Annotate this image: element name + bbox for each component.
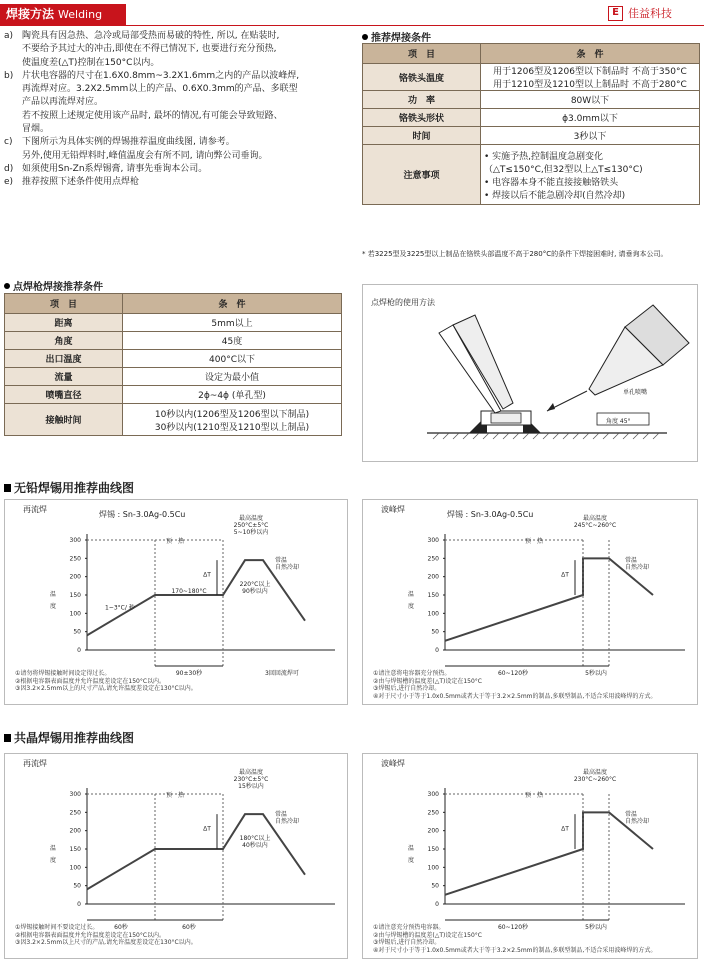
intro-key: e) — [4, 177, 14, 188]
table-value — [123, 404, 342, 436]
table-header: 项 目 — [363, 44, 481, 64]
chart-solder: 焊锡 : Sn-3.0Ag-0.5Cu — [99, 510, 186, 519]
chart-notes — [15, 924, 341, 947]
table-value — [481, 109, 700, 127]
cool-label: 常温 — [625, 811, 638, 818]
angle-label: 角度 45° — [606, 418, 631, 425]
intro-line — [4, 176, 356, 189]
pbfree-title: 无铅焊锡用推荐曲线图 — [4, 479, 134, 496]
dt-label: ΔT — [561, 571, 569, 579]
cool-label: 自然冷却 — [625, 564, 650, 571]
value-line: • 电容器本身不能直接接触铬铁头 — [484, 177, 619, 188]
time-label: 60~120秒 — [497, 670, 529, 677]
intro-line — [4, 110, 356, 123]
title-en: Welding — [58, 8, 103, 21]
y-tick-label: 0 — [77, 901, 81, 908]
intro-text: 另外,使用无铅焊料时,峰值温度会有所不同, 请向弊公司垂询。 — [22, 150, 268, 161]
above-label: 220°C以上 — [239, 580, 271, 588]
table-row — [363, 64, 700, 91]
preheat-label: 预 热 — [524, 538, 544, 545]
nozzle-label: 单孔喷嘴 — [623, 389, 648, 396]
eutectic-reflow-chart — [4, 753, 348, 959]
bullet-dot-icon — [362, 34, 368, 40]
soak-label: 170~180°C — [171, 588, 207, 596]
chart-name: 波峰焊 — [381, 759, 405, 768]
cool-label: 常温 — [275, 811, 288, 818]
intro-line — [4, 30, 356, 43]
y-tick-label: 0 — [435, 647, 439, 654]
y-tick-label: 50 — [431, 628, 439, 636]
peak-label: 最高温度 — [238, 515, 264, 522]
spot-illustration — [362, 284, 698, 462]
time-label: 5秒以内 — [585, 670, 607, 677]
pbfree-reflow-chart — [4, 499, 348, 705]
pbfree-wave-chart — [362, 499, 698, 705]
bullet-dot-icon — [4, 283, 10, 289]
intro-text: 冒烟。 — [22, 124, 50, 135]
table-value — [123, 314, 342, 332]
y-tick-label: 50 — [73, 882, 81, 890]
table-row — [363, 91, 700, 109]
table-key: 时间 — [363, 127, 481, 145]
spot-gun-drawing — [363, 285, 697, 461]
temperature-curve — [445, 558, 653, 641]
note-line: ①请勿将焊锡接触时间设定得过长。 — [15, 670, 111, 677]
header-rule — [0, 25, 704, 26]
table-key: 注意事项 — [363, 145, 481, 205]
page-header — [0, 0, 704, 30]
y-tick-label: 300 — [427, 537, 439, 544]
intro-text: 产品以再流焊对应。 — [22, 97, 104, 108]
chart-name: 再流焊 — [23, 759, 47, 768]
table-row — [363, 127, 700, 145]
y-tick-label: 150 — [427, 592, 439, 599]
eutectic-title: 共晶焊锡用推荐曲线图 — [4, 729, 134, 746]
above-label: 40秒以内 — [242, 841, 268, 849]
y-tick-label: 250 — [427, 809, 439, 817]
y-tick-label: 150 — [69, 592, 81, 599]
table-row — [5, 368, 342, 386]
table-value — [123, 350, 342, 368]
table-row — [5, 314, 342, 332]
note-line: ③焊锡后,进行自然冷却。 — [373, 685, 441, 693]
table-value — [123, 368, 342, 386]
y-tick-label: 150 — [69, 846, 81, 853]
peak-label: 230°C±5°C — [233, 776, 269, 783]
above-label: 180°C以上 — [239, 834, 271, 842]
y-tick-label: 250 — [69, 555, 81, 563]
y-tick-label: 100 — [69, 610, 81, 618]
value-line: 80W以下 — [570, 96, 610, 106]
logo-text: 佳益科技 — [628, 7, 672, 20]
value-line: • 实施予热,控制温度急剧变化 — [484, 151, 604, 162]
value-line: ϕ3.0mm以下 — [562, 114, 618, 124]
value-line: 45度 — [221, 337, 243, 347]
peak-label: 250°C±5°C — [233, 522, 269, 529]
temperature-curve — [445, 812, 653, 895]
y-tick-label: 0 — [77, 647, 81, 654]
value-line: 5mm以上 — [211, 319, 253, 329]
y-tick-label: 150 — [427, 846, 439, 853]
preheat-label: 预 热 — [165, 538, 185, 545]
value-line: （△T≤150°C,但32型以上△T≤130°C) — [484, 164, 643, 175]
chart-solder: 焊锡 : Sn-3.0Ag-0.5Cu — [447, 510, 534, 519]
intro-key: b) — [4, 70, 14, 81]
logo-mark: E — [608, 6, 623, 21]
note-line: ①请注意将电容器充分预热。 — [373, 670, 451, 677]
cycles-label: 3回回流焊可 — [265, 670, 299, 677]
note-line: ③焊锡后,进行自然冷却。 — [373, 939, 441, 947]
temperature-curve — [87, 560, 305, 635]
y-tick-label: 50 — [73, 628, 81, 636]
y-label: 度 — [407, 603, 415, 610]
recommend-note: * 若3225型及3225型以上制品在铬铁头部温度不高于280°C的条件下焊接困难时, 请垂询本公司。 — [362, 250, 668, 258]
dt-label: ΔT — [203, 825, 211, 833]
table-key: 出口温度 — [5, 350, 123, 368]
chart-notes — [373, 924, 691, 954]
value-line: 2ϕ~4ϕ (单孔型) — [198, 391, 266, 401]
chart-notes — [15, 670, 341, 693]
value-line: 用于1210型及1210型以上制品时 不高于280°C — [493, 80, 687, 90]
intro-line — [4, 43, 356, 56]
intro-key: d) — [4, 163, 14, 174]
chart-name: 再流焊 — [23, 505, 47, 514]
intro-line — [4, 163, 356, 176]
y-tick-label: 100 — [69, 864, 81, 872]
y-label: 度 — [49, 603, 57, 610]
recommend-table — [362, 43, 700, 205]
y-tick-label: 200 — [427, 827, 439, 835]
table-key: 流量 — [5, 368, 123, 386]
y-tick-label: 300 — [69, 791, 81, 798]
intro-key: c) — [4, 137, 13, 148]
temperature-curve — [87, 814, 305, 889]
value-line: 3秒以下 — [573, 132, 607, 142]
y-tick-label: 0 — [435, 901, 439, 908]
brand-logo — [608, 5, 672, 21]
value-line: 10秒以内(1206型及1206型以下制品) — [154, 409, 310, 420]
y-label: 温 — [407, 845, 415, 852]
intro-list — [4, 30, 356, 190]
cool-label: 自然冷却 — [625, 818, 650, 825]
table-key: 角度 — [5, 332, 123, 350]
cool-label: 常温 — [625, 557, 638, 564]
y-tick-label: 200 — [69, 573, 81, 581]
intro-line — [4, 70, 356, 83]
y-label: 度 — [407, 857, 415, 864]
table-header: 项 目 — [5, 294, 123, 314]
preheat-label: 预 热 — [165, 792, 185, 799]
y-tick-label: 50 — [431, 882, 439, 890]
cool-label: 自然冷却 — [275, 564, 300, 571]
y-tick-label: 300 — [69, 537, 81, 544]
table-row — [363, 109, 700, 127]
intro-text: 片状电容器的尺寸在1.6X0.8mm~3.2X1.6mm之内的产品以波峰焊, — [22, 70, 300, 81]
intro-text: 下图所示为具体实例的焊锡推荐温度曲线图, 请参考。 — [22, 137, 235, 148]
preheat-label: 预 热 — [524, 792, 544, 799]
note-line: ②根据电容器表面温度并允许温度差设定在150°C以内。 — [15, 931, 166, 939]
peak-label: 5~10秒以内 — [233, 529, 269, 536]
y-tick-label: 250 — [427, 555, 439, 563]
table-key: 铬铁头温度 — [363, 64, 481, 91]
recommend-title: 推荐焊接条件 — [362, 29, 431, 44]
value-line: 30秒以内(1210型及1210型以上制品) — [154, 422, 310, 433]
chart-name: 波峰焊 — [381, 505, 405, 514]
title-cn: 焊接方法 — [6, 7, 55, 21]
table-key: 距离 — [5, 314, 123, 332]
intro-line — [4, 150, 356, 163]
time-label: 60~120秒 — [497, 924, 529, 931]
table-value — [481, 64, 700, 91]
table-header: 条 件 — [481, 44, 700, 64]
value-line: 400°C以下 — [209, 355, 255, 365]
bullet-square-icon — [4, 734, 11, 742]
table-value — [481, 145, 700, 205]
table-header: 条 件 — [123, 294, 342, 314]
note-line: ④对于尺寸小于等于1.0x0.5mm或者大于等于3.2×2.5mm的制品,多联型制品,不适合采用波峰焊的方式。 — [373, 692, 657, 700]
note-line: ②根据电容器表面温度并允许温度差设定在150°C以内。 — [15, 677, 166, 685]
eutectic-wave-chart — [362, 753, 698, 959]
spot-table — [4, 293, 342, 436]
time-label: 90±30秒 — [175, 670, 203, 677]
intro-text: 再流焊对应。3.2X2.5mm以上的产品、0.6X0.3mm的产品、多联型 — [22, 84, 298, 95]
y-tick-label: 300 — [427, 791, 439, 798]
y-label: 度 — [49, 857, 57, 864]
cool-label: 常温 — [275, 557, 288, 564]
peak-label: 245°C~260°C — [573, 522, 617, 529]
y-label: 温 — [49, 845, 57, 852]
intro-text: 使温度差(△T)控制在150°C以内。 — [22, 57, 160, 68]
y-tick-label: 200 — [69, 827, 81, 835]
intro-line — [4, 96, 356, 109]
table-value — [123, 386, 342, 404]
illus-title: 点焊枪的使用方法 — [371, 298, 435, 307]
note-line: ①请注意充分预热电容器。 — [373, 924, 445, 931]
time-label: 5秒以内 — [585, 924, 607, 931]
value-line: • 焊接以后不能急剧冷却(自然冷却) — [484, 190, 626, 201]
above-label: 90秒以内 — [242, 587, 268, 595]
y-tick-label: 100 — [427, 610, 439, 618]
table-key: 铬铁头形状 — [363, 109, 481, 127]
table-row — [363, 145, 700, 205]
y-label: 温 — [407, 591, 415, 598]
peak-label: 最高温度 — [582, 769, 608, 776]
table-row — [5, 386, 342, 404]
dt-label: ΔT — [561, 825, 569, 833]
peak-label: 最高温度 — [582, 515, 608, 522]
y-tick-label: 250 — [69, 809, 81, 817]
intro-line — [4, 123, 356, 136]
table-key: 功 率 — [363, 91, 481, 109]
bullet-square-icon — [4, 484, 11, 492]
note-line: ③因3.2×2.5mm以上的尺寸产品,请允许温度差设定在130°C以内。 — [15, 685, 197, 693]
table-value — [481, 127, 700, 145]
intro-text: 陶瓷具有因急热、急冷或局部受热而易破的特性, 所以, 在贴装时, — [22, 31, 280, 41]
table-row — [5, 350, 342, 368]
time-label: 60秒 — [114, 924, 128, 931]
y-label: 温 — [49, 591, 57, 598]
note-line: ④对于尺寸小于等于1.0x0.5mm或者大于等于3.2×2.5mm的制品,多联型制品,不适合采用波峰焊的方式。 — [373, 946, 657, 954]
value-line: 用于1206型及1206型以下制品时 不高于350°C — [493, 67, 687, 77]
section-tag — [0, 4, 126, 25]
table-key: 接触时间 — [5, 404, 123, 436]
spot-title: 点焊枪焊接推荐条件 — [4, 278, 103, 293]
peak-label: 最高温度 — [238, 769, 264, 776]
intro-text: 如须使用Sn-Zn系焊锡膏, 请事先垂询本公司。 — [22, 163, 208, 174]
cool-label: 自然冷却 — [275, 818, 300, 825]
note-line: ②由与焊锡槽的温度差(△T)设定在150°C — [373, 677, 482, 685]
time-label: 60秒 — [182, 924, 196, 931]
intro-line — [4, 83, 356, 96]
intro-text: 若不按照上述规定使用该产品时, 最坏的情况,有可能会导致短路、 — [22, 110, 283, 121]
table-value — [481, 91, 700, 109]
rate-label: 1~3°C/ 秒 — [105, 604, 135, 612]
table-key: 喷嘴直径 — [5, 386, 123, 404]
note-line: ③因3.2×2.5mm以上尺寸的产品,请允许温度差设定在130°C以内。 — [15, 939, 197, 947]
value-line: 设定为最小值 — [204, 373, 259, 383]
table-row — [5, 332, 342, 350]
chart-notes — [373, 670, 691, 700]
table-value — [123, 332, 342, 350]
note-line: ①焊锡接触时间不要设定过长。 — [15, 924, 99, 931]
intro-text: 不要给予其过大的冲击,即使在不得已情况下, 也要进行充分预热, — [22, 44, 277, 55]
note-line: ②由与焊锡槽的温度差(△T)设定在150°C — [373, 931, 482, 939]
y-tick-label: 200 — [427, 573, 439, 581]
y-tick-label: 100 — [427, 864, 439, 872]
peak-label: 15秒以内 — [238, 783, 264, 790]
intro-line — [4, 57, 356, 70]
intro-line — [4, 136, 356, 149]
peak-label: 230°C~260°C — [573, 776, 617, 783]
table-row — [5, 404, 342, 436]
intro-key: a) — [4, 31, 14, 41]
dt-label: ΔT — [203, 571, 211, 579]
intro-text: 推荐按照下述条件使用点焊枪 — [22, 177, 140, 188]
